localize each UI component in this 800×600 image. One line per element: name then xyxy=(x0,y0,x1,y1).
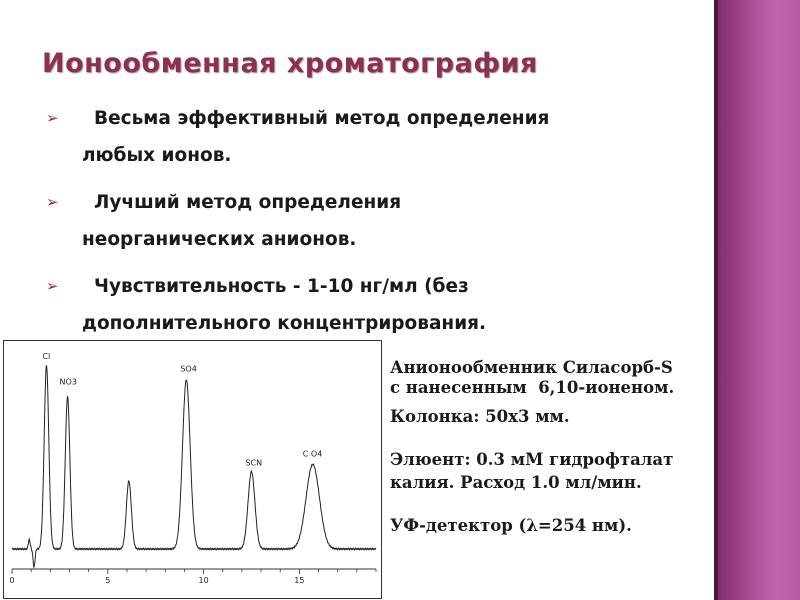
bullet-text: дополнительного концентрирования. xyxy=(82,313,487,334)
x-tick-label: 0 xyxy=(9,576,15,585)
bullet-text: Лучший метод определения xyxy=(94,192,402,213)
bullet-item xyxy=(40,184,680,258)
bullet-item xyxy=(40,268,680,342)
x-tick-label: 10 xyxy=(198,576,209,585)
info-line: Анионообменник Силасорб-S xyxy=(390,358,673,377)
peak-label: Cl xyxy=(42,352,51,361)
bullet-text: Чувствительность - 1-10 нг/мл (без xyxy=(94,276,469,297)
chromatogram-svg xyxy=(4,341,381,598)
x-tick-label: 15 xyxy=(294,576,305,585)
bullet-list xyxy=(40,100,680,352)
bullet-text: неорганических анионов. xyxy=(82,229,357,250)
decorative-band xyxy=(714,0,800,600)
bullet-text: любых ионов. xyxy=(82,145,232,166)
info-line: Элюент: 0.3 мМ гидрофталат xyxy=(390,450,674,469)
arrow-bullet-icon: ➢ xyxy=(46,193,59,211)
chromatogram-trace xyxy=(12,365,376,567)
info-line: с нанесенным 6,10-ионеном. xyxy=(390,378,675,397)
arrow-bullet-icon: ➢ xyxy=(46,109,59,127)
arrow-bullet-icon: ➢ xyxy=(46,277,59,295)
bullet-item xyxy=(40,100,680,174)
peak-label: C O4 xyxy=(302,449,323,459)
bullet-text: Весьма эффективный метод определения xyxy=(94,108,550,129)
peak-label: NO3 xyxy=(59,377,77,387)
info-line: УФ-детектор (λ=254 нм). xyxy=(390,516,632,535)
peak-label: SCN xyxy=(245,458,263,468)
info-line: Колонка: 50х3 мм. xyxy=(390,407,570,426)
chromatogram xyxy=(3,340,382,599)
x-tick-label: 5 xyxy=(105,576,111,585)
info-line: калия. Расход 1.0 мл/мин. xyxy=(390,473,642,492)
slide-title: Ионообменная хроматография xyxy=(42,48,538,79)
peak-label: SO4 xyxy=(180,364,197,374)
conditions-block xyxy=(390,358,720,536)
